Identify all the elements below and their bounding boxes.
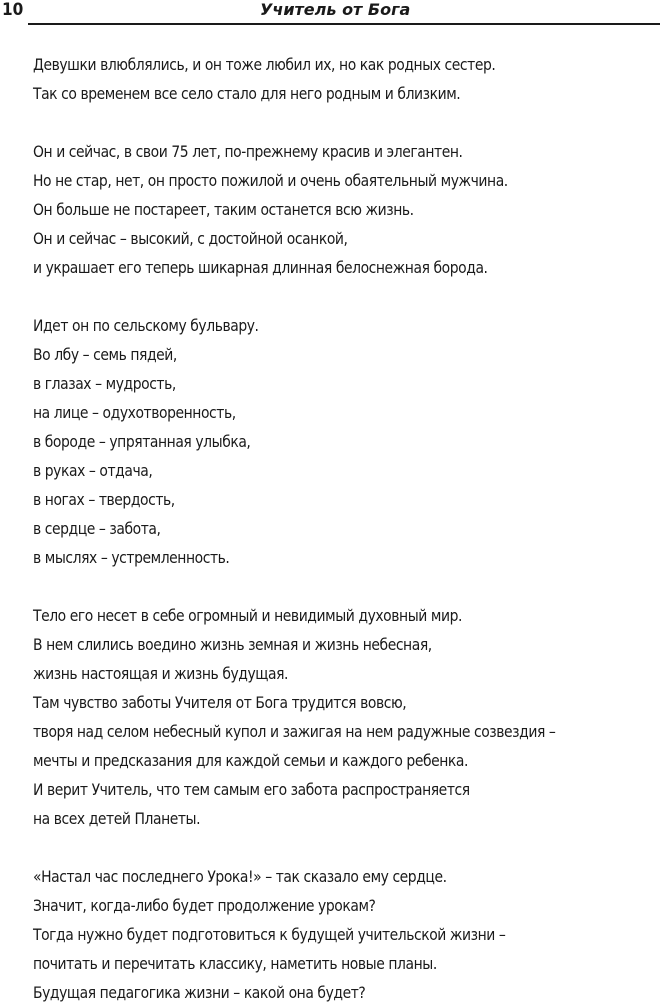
paragraph	[33, 862, 658, 1007]
text-line: почитать и перечитать классику, наметить новые планы.	[33, 954, 437, 973]
text-line: Он больше не постареет, таким останется всю жизнь.	[33, 200, 414, 219]
paragraph	[33, 137, 658, 282]
running-title: Учитель от Бога	[260, 0, 411, 19]
text-line: на лице – одухотворенность,	[33, 403, 236, 422]
text-line: Идет он по сельскому бульвару.	[33, 316, 259, 335]
text-line: Он и сейчас, в свои 75 лет, по-прежнему красив и элегантен.	[33, 142, 463, 161]
text-line: Значит, когда-либо будет продолжение урокам?	[33, 896, 376, 915]
text-line: Тогда нужно будет подготовиться к будущей учительской жизни –	[33, 925, 506, 944]
text-line: в руках – отдача,	[33, 461, 153, 480]
text-line: на всех детей Планеты.	[33, 809, 201, 828]
text-line: в глазах – мудрость,	[33, 374, 176, 393]
header-rule	[28, 23, 660, 25]
paragraph	[33, 311, 658, 572]
text-line: в бороде – упрятанная улыбка,	[33, 432, 251, 451]
text-line: И верит Учитель, что тем самым его забота распространяется	[33, 780, 470, 799]
text-line: и украшает его теперь шикарная длинная белоснежная борода.	[33, 258, 488, 277]
text-line: Тело его несет в себе огромный и невидимый духовный мир.	[33, 606, 462, 625]
text-line: мечты и предсказания для каждой семьи и каждого ребенка.	[33, 751, 469, 770]
page-header	[0, 0, 662, 22]
text-line: Во лбу – семь пядей,	[33, 345, 177, 364]
text-line: в ногах – твердость,	[33, 490, 175, 509]
text-line: Девушки влюблялись, и он тоже любил их, но как родных сестер.	[33, 55, 496, 74]
text-line: Но не стар, нет, он просто пожилой и очень обаятельный мужчина.	[33, 171, 508, 190]
text-line: жизнь настоящая и жизнь будущая.	[33, 664, 289, 683]
text-line: в мыслях – устремленность.	[33, 548, 230, 567]
text-line: Будущая педагогика жизни – какой она будет?	[33, 983, 366, 1002]
text-line: Там чувство заботы Учителя от Бога трудится вовсю,	[33, 693, 407, 712]
text-line: Он и сейчас – высокий, с достойной осанкой,	[33, 229, 348, 248]
paragraph	[33, 50, 658, 108]
text-line: Так со временем все село стало для него родным и близким.	[33, 84, 461, 103]
text-line: В нем слились воедино жизнь земная и жизнь небесная,	[33, 635, 432, 654]
paragraph	[33, 601, 658, 833]
text-line: «Настал час последнего Урока!» – так сказало ему сердце.	[33, 867, 447, 886]
text-line: в сердце – забота,	[33, 519, 161, 538]
page-number: 10	[2, 0, 24, 20]
body-text	[33, 50, 658, 1007]
text-line: творя над селом небесный купол и зажигая на нем радужные созвездия –	[33, 722, 556, 741]
